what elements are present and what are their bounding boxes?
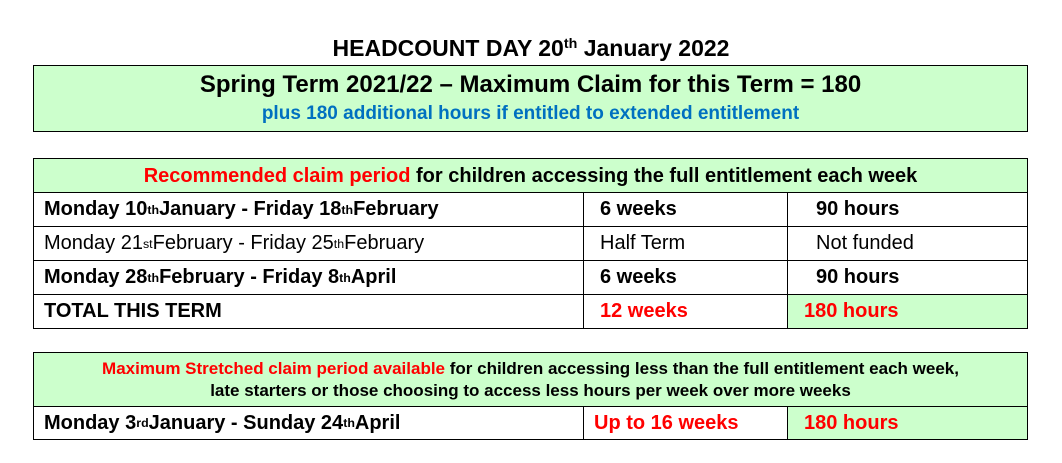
stretched-hours: 180 hours — [788, 407, 1027, 439]
stretched-header — [33, 352, 1028, 407]
period-text: Monday 28 — [44, 266, 148, 288]
period-text: February - Friday 25 — [152, 232, 334, 254]
period-text: February — [353, 198, 439, 220]
period-text: February — [344, 232, 425, 254]
period-cell: Monday 3 rd January - Sunday 24 th April — [34, 407, 584, 439]
period-text: January - Sunday 24 — [148, 411, 344, 434]
recommended-header-highlight: Recommended claim period — [143, 165, 411, 187]
table-row — [33, 260, 1028, 295]
stretched-header-line2: late starters or those choosing to access less hours per week over more weeks — [210, 381, 851, 400]
term-max-claim: Spring Term 2021/22 – Maximum Claim for this Term = 180 — [199, 71, 862, 98]
table-row — [33, 226, 1028, 261]
period-cell: Monday 21 st February - Friday 25 th February — [34, 227, 584, 260]
total-row — [33, 294, 1028, 329]
period-text: April — [350, 266, 397, 288]
weeks-cell: 6 weeks — [584, 193, 788, 226]
recommended-header — [33, 158, 1028, 193]
period-cell: Monday 28 th February - Friday 8 th April — [34, 261, 584, 294]
extended-entitlement-note: plus 180 additional hours if entitled to extended entitlement — [261, 103, 800, 124]
total-label: TOTAL THIS TERM — [34, 295, 584, 328]
title-text-suffix: January 2022 — [577, 35, 730, 61]
period-text: Monday 21 — [44, 232, 143, 254]
recommended-header-text: for children accessing the full entitlement each week — [410, 165, 918, 187]
weeks-cell: 6 weeks — [584, 261, 788, 294]
period-text: January - Friday 18 — [159, 198, 342, 220]
stretched-header-highlight: Maximum Stretched claim period available — [102, 359, 446, 378]
period-text: April — [354, 411, 401, 434]
title-text: HEADCOUNT DAY 20 — [332, 35, 564, 61]
stretched-weeks: Up to 16 weeks — [584, 407, 788, 439]
hours-cell: 90 hours — [816, 198, 900, 220]
period-text: Monday 3 — [44, 411, 137, 434]
stretched-header-text: for children accessing less than the full entitlement each week, — [445, 359, 959, 378]
table-row — [33, 192, 1028, 227]
period-cell: Monday 10 th January - Friday 18 th February — [34, 193, 584, 226]
title-superscript: th — [563, 36, 578, 53]
stretched-row — [33, 406, 1028, 440]
hours-cell: 90 hours — [816, 266, 900, 288]
period-text: February - Friday 8 — [159, 266, 340, 288]
period-text: Monday 10 — [44, 198, 148, 220]
page-title — [0, 33, 1062, 63]
weeks-cell: Half Term — [584, 227, 788, 260]
stretched-header-line1 — [34, 358, 1027, 380]
hours-cell: Not funded — [816, 232, 914, 254]
total-hours: 180 hours — [788, 295, 1027, 328]
total-weeks: 12 weeks — [584, 295, 788, 328]
term-summary-box — [33, 65, 1028, 132]
